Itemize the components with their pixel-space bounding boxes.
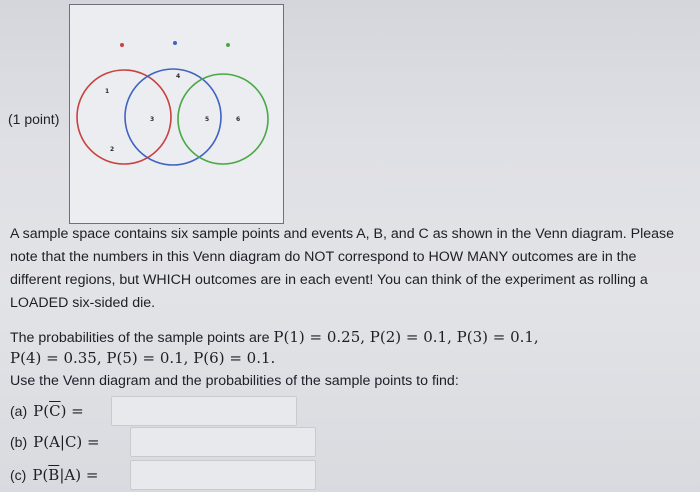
venn-point-6: 6 bbox=[236, 116, 241, 123]
venn-point-1: 1 bbox=[105, 88, 110, 95]
prob-line-2: P(4) = 0.35, P(5) = 0.1, P(6) = 0.1. bbox=[10, 349, 276, 367]
prob-intro: The probabilities of the sample points are bbox=[10, 330, 270, 346]
venn-diagram bbox=[69, 4, 284, 224]
instruction-text: Use the Venn diagram and the probabilities of the sample points to find: bbox=[10, 373, 459, 389]
point-value-label: (1 point) bbox=[8, 111, 60, 127]
question-b-tag: (b) bbox=[10, 434, 28, 450]
question-b-expression: P(A|C) = bbox=[33, 433, 100, 451]
prob-line-1: P(1) = 0.25, P(2) = 0.1, P(3) = 0.1, bbox=[273, 328, 539, 346]
venn-point-4: 4 bbox=[176, 73, 181, 80]
venn-marker-b bbox=[173, 41, 177, 45]
answer-input-c[interactable] bbox=[130, 460, 316, 490]
question-a-expression: $P(\overline{C})$ = bbox=[33, 402, 84, 420]
venn-point-5: 5 bbox=[205, 116, 210, 123]
venn-point-3: 3 bbox=[150, 116, 155, 123]
question-a bbox=[10, 397, 84, 425]
answer-input-a[interactable] bbox=[111, 396, 297, 426]
venn-circle-a bbox=[77, 70, 171, 164]
venn-marker-a bbox=[120, 43, 124, 47]
question-c-tag: (c) bbox=[10, 467, 27, 483]
question-c bbox=[10, 461, 98, 489]
answer-input-b[interactable] bbox=[130, 427, 316, 457]
question-a-tag: (a) bbox=[10, 403, 28, 419]
problem-description: A sample space contains six sample points and events A, B, and C as shown in the Venn diagram. Please note that the numbers in this Venn diagram do NOT correspond to HOW MANY outcomes are in the different regions, but WHICH outcomes are in each event! You can think of the experiment as rolling a LOADED six-sided die. bbox=[10, 226, 675, 311]
question-b bbox=[10, 428, 100, 456]
venn-circle-c bbox=[178, 74, 268, 164]
venn-marker-c bbox=[226, 43, 230, 47]
venn-point-2: 2 bbox=[110, 146, 115, 153]
question-c-expression: $P(\overline{B}|A)$ = bbox=[32, 466, 99, 484]
probabilities-text bbox=[10, 327, 690, 369]
